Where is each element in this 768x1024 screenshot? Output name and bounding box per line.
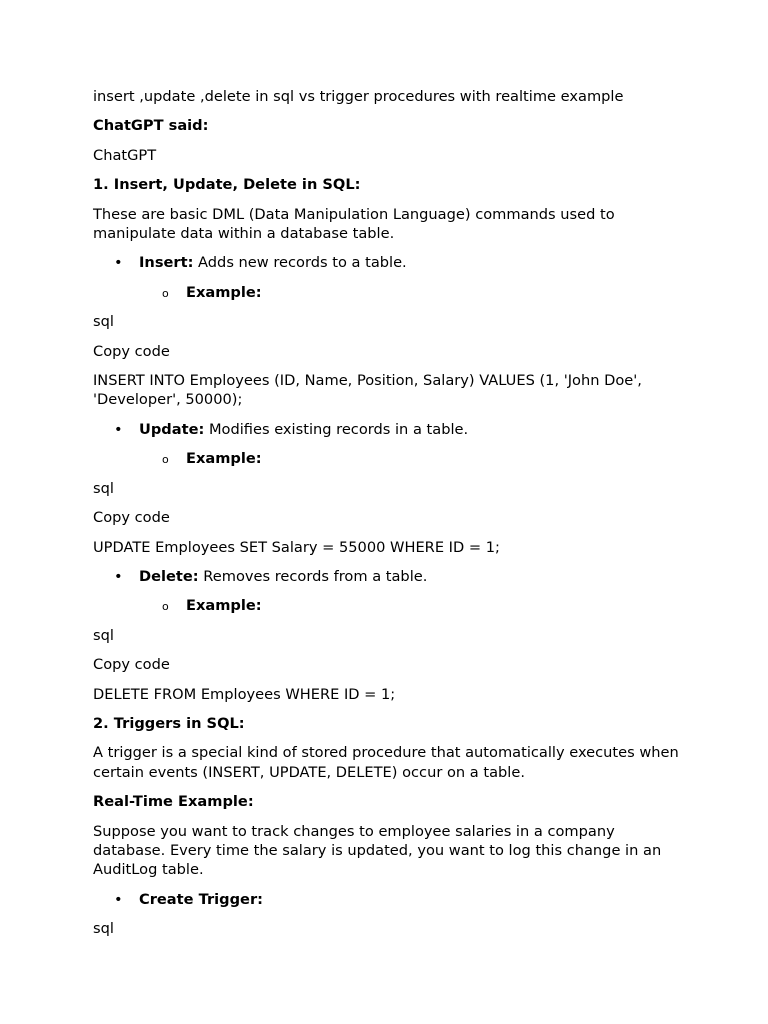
insert-example-item: o Example: <box>93 283 683 302</box>
delete-desc: Removes records from a table. <box>198 567 428 585</box>
section2-intro: A trigger is a special kind of stored procedure that automatically executes when certain events (INSERT, UPDATE, DELETE) occur on a table. <box>93 744 679 781</box>
update-desc: Modifies existing records in a table. <box>204 420 469 438</box>
insert-copy-code: Copy code <box>93 342 170 360</box>
update-example-list <box>93 449 683 468</box>
realtime-heading: Real-Time Example: <box>93 793 254 811</box>
delete-example-list <box>93 596 683 615</box>
delete-item <box>93 567 683 586</box>
delete-copy-code: Copy code <box>93 656 170 674</box>
create-trigger-list <box>93 890 683 909</box>
speaker-name: ChatGPT <box>93 146 157 164</box>
insert-code-lang: sql <box>93 313 114 331</box>
delete-term: Delete: <box>139 567 199 585</box>
section2-heading: 2. Triggers in SQL: <box>93 714 245 732</box>
insert-term: Insert: <box>139 254 194 272</box>
section1-heading: 1. Insert, Update, Delete in SQL: <box>93 176 361 194</box>
insert-desc: Adds new records to a table. <box>193 254 407 272</box>
delete-code-lang: sql <box>93 626 114 644</box>
insert-example-list <box>93 283 683 302</box>
delete-example-item: o Example: <box>93 596 683 615</box>
document-page <box>93 87 683 949</box>
insert-item <box>93 253 683 272</box>
realtime-text: Suppose you want to track changes to employee salaries in a company database. Every time the salary is updated, you want to log this change in an AuditLog table. <box>93 822 662 879</box>
insert-list <box>93 253 683 272</box>
update-term: Update: <box>139 420 205 438</box>
section1-intro: These are basic DML (Data Manipulation Language) commands used to manipulate data within a database table. <box>93 205 615 243</box>
update-list <box>93 420 683 439</box>
speaker-label: ChatGPT said: <box>93 117 209 135</box>
update-copy-code: Copy code <box>93 509 170 527</box>
update-item <box>93 420 683 439</box>
delete-code: DELETE FROM Employees WHERE ID = 1; <box>93 685 396 703</box>
update-code: UPDATE Employees SET Salary = 55000 WHERE ID = 1; <box>93 538 500 556</box>
delete-list <box>93 567 683 586</box>
question-text: insert ,update ,delete in sql vs trigger procedures with realtime example <box>93 88 624 105</box>
update-example-item: o Example: <box>93 449 683 468</box>
trigger-code-lang: sql <box>93 920 114 938</box>
create-trigger-item: • Create Trigger: <box>93 890 683 909</box>
update-code-lang: sql <box>93 479 114 497</box>
insert-code: INSERT INTO Employees (ID, Name, Position, Salary) VALUES (1, 'John Doe', 'Developer', 50000); <box>93 372 642 409</box>
